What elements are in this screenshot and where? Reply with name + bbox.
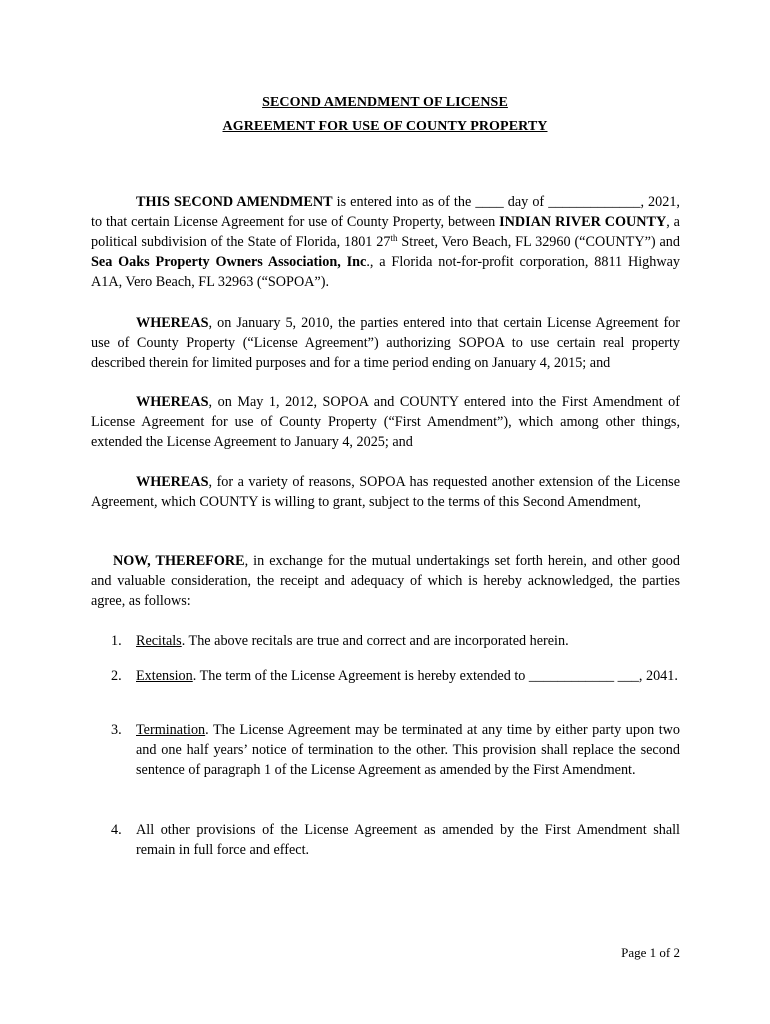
party-sopoa-name: Sea Oaks Property Owners Association, Inc [91,254,367,270]
whereas-lead: WHEREAS [136,394,209,410]
intro-text-c: Street, Vero Beach, FL 32960 (“COUNTY”) and [397,234,680,250]
list-item-extension [91,666,680,686]
intro-bold-lead: THIS SECOND AMENDMENT [136,194,333,210]
list-item-text: . The License Agreement may be terminated at any time by either party upon two and one half years’ notice of termination to the other. This provision shall replace the second sentence of paragraph 1 of the License Agreement as amended by the First Amendment. [136,722,680,778]
list-item-text: . The above recitals are true and correct and are incorporated herein. [181,633,569,649]
list-item-recitals [91,631,680,651]
now-therefore-paragraph [91,551,680,611]
whereas-paragraph-3 [91,472,680,512]
intro-text-b: , a political subdivision of the State of Florida, 1801 27 [91,214,680,250]
whereas-paragraph-1 [91,313,680,373]
list-item-number: 4. [111,822,122,838]
list-item-heading: Extension [136,668,193,684]
ordinal-superscript: th [390,233,398,243]
now-therefore-text: , in exchange for the mutual undertakings set forth herein, and other good and valuable consideration, the receipt and adequacy of which is hereby acknowledged, the parties agree, as follows: [91,553,680,609]
whereas-paragraph-2 [91,392,680,452]
intro-paragraph [91,192,680,292]
list-item-other-provisions [91,820,680,860]
intro-text-d: ., a Florida not-for-profit corporation, 8811 Highway A1A, Vero Beach, FL 32963 (“SOPOA”). [91,254,680,290]
whereas-text: , on May 1, 2012, SOPOA and COUNTY entered into the First Amendment of License Agreement for use of County Property (“First Amendment”), which among other things, extended the License Agreement to January 4, 2025; and [91,394,680,450]
list-item-number: 2. [111,668,122,684]
intro-text-a: is entered into as of the ____ day of _____________, 2021, to that certain License Agreement for use of County Property, between [91,194,680,230]
list-item-text: All other provisions of the License Agreement as amended by the First Amendment shall remain in full force and effect. [136,822,680,858]
list-item-heading: Recitals [136,633,182,649]
document-title-line-2: AGREEMENT FOR USE OF COUNTY PROPERTY [222,119,548,134]
party-county-name: INDIAN RIVER COUNTY [499,214,667,230]
list-item-number: 1. [111,633,122,649]
list-item-heading: Termination [136,722,206,738]
whereas-text: , on January 5, 2010, the parties entered into that certain License Agreement for use of County Property (“License Agreement”) authorizing SOPOA to use certain real property described therein for limited purposes and for a time period ending on January 4, 2015; and [91,315,680,371]
page-number: Page 1 of 2 [621,945,680,960]
list-item-number: 3. [111,722,122,738]
list-item-text: . The term of the License Agreement is hereby extended to ____________ ___, 2041. [192,668,678,684]
document-title-line-1: SECOND AMENDMENT OF LICENSE [262,95,508,110]
whereas-lead: WHEREAS [136,474,209,490]
list-item-termination [91,720,680,780]
now-therefore-lead: NOW, THEREFORE [113,553,245,569]
whereas-text: , for a variety of reasons, SOPOA has requested another extension of the License Agreement, which COUNTY is willing to grant, subject to the terms of this Second Amendment, [91,474,680,510]
whereas-lead: WHEREAS [136,315,209,331]
